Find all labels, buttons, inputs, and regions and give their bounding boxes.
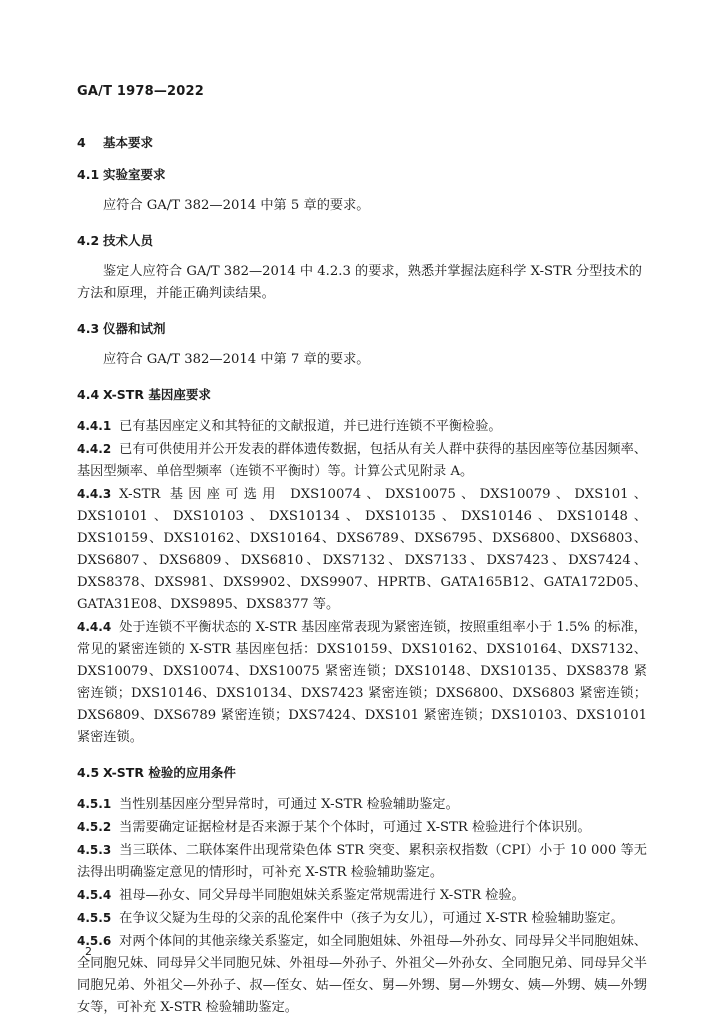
- clause-text: X-STR 基因座可选用 DXS10074、DXS10075、DXS10079、DXS101、DXS10101、DXS10103、DXS10134、DXS10135、DXS10146、DXS10148、DXS10159、DXS10162、DXS10164、DXS6789、DXS6795、DXS6800、DXS6803、DXS6807、DXS6809、DXS6810、DXS7132、DXS7133、DXS7423、DXS7424、DXS8378、DXS981、DXS9902、DXS9907、HPRTB、GATA165B12、GATA172D05、GATA31E08、DXS9895、DXS8377 等。: [77, 487, 647, 612]
- clause-text: 处于连锁不平衡状态的 X-STR 基因座常表现为紧密连锁，按照重组率小于 1.5% 的标准，常见的紧密连锁的 X-STR 基因座包括：DXS10159、DXS10162、DXS10164、DXS7132、DXS10079、DXS10074、DXS10075 紧密连锁；DXS10148、DXS10135、DXS8378 紧密连锁；DXS10146、DXS10134、DXS7423 紧密连锁；DXS6800、DXS6803 紧密连锁；DXS6809、DXS6789 紧密连锁；DXS7424、DXS101 紧密连锁；DXS10103、DXS10101 紧密连锁。: [77, 620, 647, 745]
- clause-number: 4.4.4: [77, 620, 112, 634]
- clause-number: 4.5.6: [77, 934, 112, 948]
- clause-4-5-4: [77, 884, 647, 907]
- clause-text: 对两个体间的其他亲缘关系鉴定，如全同胞姐妹、外祖母—外孙女、同母异父半同胞姐妹、全同胞兄妹、同母异父半同胞兄妹、外祖母—外孙子、外祖父—外孙女、全同胞兄弟、同母异父半同胞兄弟、外祖父—外孙子、叔—侄女、姑—侄女、舅—外甥、舅—外甥女、姨—外甥、姨—外甥女等，可补充 X-STR 检验辅助鉴定。: [77, 934, 647, 1015]
- clause-text: 已有可供使用并公开发表的群体遗传数据，包括从有关人群中获得的基因座等位基因频率、基因型频率、单倍型频率（连锁不平衡时）等。计算公式见附录 A。: [77, 442, 647, 479]
- section-title: X-STR 基因座要求: [103, 387, 211, 402]
- clause-number: 4.4.2: [77, 442, 112, 456]
- clause-4-5-3: [77, 839, 647, 884]
- clause-number: 4.5.2: [77, 820, 112, 834]
- section-4-5-heading: [77, 765, 647, 781]
- clause-4-4-1: [77, 415, 647, 438]
- section-4-3-body: 应符合 GA/T 382—2014 中第 7 章的要求。: [103, 352, 370, 367]
- document-code-header: GA/T 1978—2022: [77, 84, 205, 99]
- document-body: [77, 128, 647, 1019]
- clause-4-5-1: [77, 793, 647, 816]
- page-number: 2: [85, 945, 92, 958]
- section-number: 4.3: [77, 321, 100, 336]
- section-4-4-heading: [77, 387, 647, 403]
- clause-number: 4.5.5: [77, 911, 112, 925]
- section-number: 4.1: [77, 167, 100, 182]
- clause-4-4-4: [77, 616, 647, 749]
- clause-text: 当性别基因座分型异常时，可通过 X-STR 检验辅助鉴定。: [119, 797, 459, 812]
- section-4-heading: [77, 135, 647, 151]
- clause-text: 当三联体、二联体案件出现常染色体 STR 突变、累积亲权指数（CPI）小于 10 000 等无法得出明确鉴定意见的情形时，可补充 X-STR 检验辅助鉴定。: [77, 843, 647, 880]
- clause-number: 4.5.3: [77, 843, 112, 857]
- clause-text: 祖母—孙女、同父异母半同胞姐妹关系鉴定常规需进行 X-STR 检验。: [119, 888, 525, 903]
- section-4-2-body: 鉴定人应符合 GA/T 382—2014 中 4.2.3 的要求，熟悉并掌握法庭科学 X-STR 分型技术的方法和原理，并能正确判读结果。: [77, 264, 642, 301]
- section-number: 4.2: [77, 233, 100, 248]
- clause-number: 4.5.4: [77, 888, 112, 902]
- section-title: 仪器和试剂: [103, 321, 166, 336]
- section-4-2-heading: [77, 233, 647, 249]
- clause-4-5-2: [77, 816, 647, 839]
- section-4-1-body: 应符合 GA/T 382—2014 中第 5 章的要求。: [103, 198, 370, 213]
- clause-number: 4.5.1: [77, 797, 112, 811]
- clause-text: 当需要确定证据检材是否来源于某个个体时，可通过 X-STR 检验进行个体识别。: [119, 820, 591, 835]
- clause-4-5-5: [77, 907, 647, 930]
- section-title: 技术人员: [103, 233, 154, 248]
- section-4-3-heading: [77, 321, 647, 337]
- clause-4-4-3: [77, 483, 647, 616]
- clause-4-5-6: [77, 930, 647, 1019]
- clause-text: 在争议父疑为生母的父亲的乱伦案件中（孩子为女儿），可通过 X-STR 检验辅助鉴定。: [119, 911, 624, 926]
- clause-4-4-2: [77, 438, 647, 483]
- section-title: X-STR 检验的应用条件: [103, 765, 236, 780]
- section-4-1-heading: [77, 167, 647, 183]
- section-number: 4.5: [77, 765, 100, 780]
- clause-number: 4.4.1: [77, 419, 112, 433]
- section-title: 基本要求: [103, 135, 154, 150]
- clause-text: 已有基因座定义和其特征的文献报道，并已进行连锁不平衡检验。: [119, 419, 502, 434]
- clause-number: 4.4.3: [77, 487, 112, 501]
- section-number: 4.4: [77, 387, 100, 402]
- section-title: 实验室要求: [103, 167, 166, 182]
- section-number: 4: [77, 135, 86, 150]
